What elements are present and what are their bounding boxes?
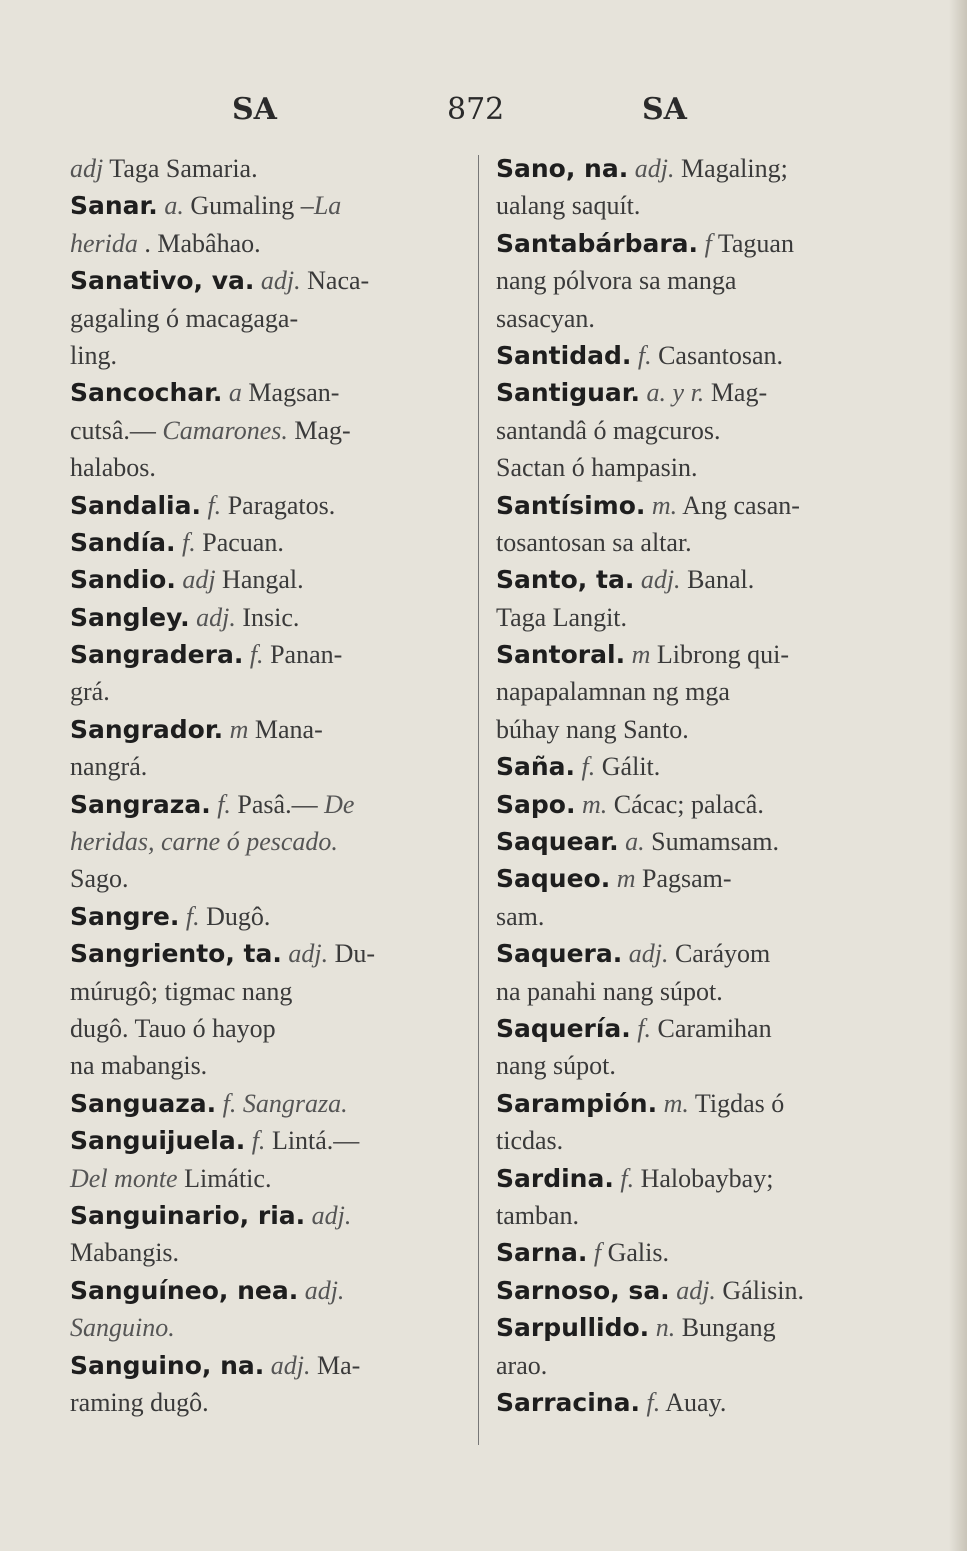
italic-text: Camarones. <box>162 415 288 445</box>
right-column <box>496 150 896 1421</box>
text-line <box>70 524 460 561</box>
definition-text: Insic. <box>235 602 300 632</box>
definition-text: tamban. <box>496 1200 580 1230</box>
text-line <box>496 187 896 224</box>
text-line <box>70 412 460 449</box>
text-line <box>70 1122 460 1159</box>
grammar-label: a. <box>157 191 184 221</box>
definition-text: Bungang <box>675 1313 776 1343</box>
definition-text: Dugô. <box>199 901 271 931</box>
entry-headword: Sangraza. <box>70 789 211 819</box>
definition-text: Pasâ.— <box>230 789 325 819</box>
definition-text: Panan- <box>263 640 343 670</box>
text-line <box>496 262 896 299</box>
definition-text: nang súpot. <box>496 1051 616 1081</box>
entry-headword: Sangriento, ta. <box>70 939 282 969</box>
definition-text: Limátic. <box>177 1163 272 1193</box>
grammar-label: f <box>698 228 712 258</box>
text-line <box>496 673 896 710</box>
entry-headword: Sarnoso, sa. <box>496 1275 670 1305</box>
text-line <box>70 1384 460 1421</box>
entry-headword: Sardina. <box>496 1163 614 1193</box>
text-line <box>70 1347 460 1384</box>
entry-headword: Santabárbara. <box>496 228 699 258</box>
grammar-label: m <box>223 714 249 744</box>
definition-text: Galis. <box>601 1238 669 1268</box>
text-line <box>496 1085 896 1122</box>
grammar-label: f <box>587 1238 602 1268</box>
entry-headword: Santiguar. <box>496 378 641 408</box>
text-line <box>496 1272 896 1309</box>
grammar-label: f. <box>631 340 652 370</box>
definition-text: napapalamnan ng mga <box>496 677 730 707</box>
text-line <box>70 860 460 897</box>
text-line <box>70 748 460 785</box>
definition-text: Mana- <box>248 714 323 744</box>
definition-text: gagaling ó macagaga- <box>70 303 299 333</box>
entry-headword: Sandio. <box>70 565 176 595</box>
definition-text: Auay. <box>660 1387 727 1417</box>
entry-headword: Sanativo, va. <box>70 266 255 296</box>
entry-headword: Sanguino, na. <box>70 1350 265 1380</box>
grammar-label: f. <box>200 490 222 520</box>
page-header <box>0 92 967 132</box>
grammar-label: f. <box>179 901 200 931</box>
entry-headword: Sangre. <box>70 901 180 931</box>
italic-text: Sangraza. <box>236 1088 348 1118</box>
italic-text: heridas, carne ó pescado. <box>70 827 338 857</box>
definition-text: dugô. Tauo ó hayop <box>70 1013 276 1043</box>
page-edge-shadow <box>949 0 967 1551</box>
italic-text: adj <box>70 154 104 183</box>
grammar-label: adj. <box>254 266 301 296</box>
definition-text: Gálit. <box>595 752 661 782</box>
text-line <box>70 935 460 972</box>
definition-text: ticdas. <box>496 1126 564 1156</box>
entry-headword: Saquería. <box>496 1013 631 1043</box>
definition-text: arao. <box>496 1350 548 1380</box>
grammar-label: adj. <box>305 1200 352 1230</box>
grammar-label: a. <box>618 827 645 857</box>
entry-headword: Sanguijuela. <box>70 1126 246 1156</box>
grammar-label: adj. <box>622 939 669 969</box>
grammar-label: adj. <box>669 1275 716 1305</box>
text-line <box>70 1272 460 1309</box>
text-line <box>496 150 896 187</box>
definition-text: búhay nang Santo. <box>496 714 689 744</box>
definition-text: raming dugô. <box>70 1387 209 1417</box>
text-line <box>496 1197 896 1234</box>
definition-text: Mabangis. <box>70 1238 180 1268</box>
text-line <box>70 1085 460 1122</box>
definition-text: Mag- <box>704 378 768 408</box>
entry-headword: Sanguinario, ria. <box>70 1200 306 1230</box>
text-line <box>70 786 460 823</box>
text-line <box>496 374 896 411</box>
text-line <box>496 300 896 337</box>
grammar-label: adj. <box>634 565 681 595</box>
definition-text: sam. <box>496 901 545 931</box>
grammar-label: m <box>610 864 636 894</box>
definition-text: na panahi nang súpot. <box>496 976 723 1006</box>
grammar-label: adj. <box>298 1275 345 1305</box>
grammar-label: adj <box>175 565 216 595</box>
italic-text: herida <box>70 228 138 258</box>
text-line <box>496 748 896 785</box>
italic-text: La <box>313 191 342 221</box>
entry-headword: Saña. <box>496 752 576 782</box>
text-line <box>496 898 896 935</box>
definition-text: Pagsam- <box>635 864 732 894</box>
text-line <box>70 673 460 710</box>
text-line <box>70 225 460 262</box>
italic-text: De <box>324 789 355 819</box>
entry-headword: Sanguíneo, nea. <box>70 1275 299 1305</box>
grammar-label: f. <box>630 1013 652 1043</box>
grammar-label: a <box>222 378 242 408</box>
text-line <box>70 1309 460 1346</box>
grammar-label: f. <box>175 527 196 557</box>
text-line <box>496 823 896 860</box>
text-line <box>496 1309 896 1346</box>
italic-text: Del monte <box>70 1163 178 1193</box>
grammar-label: adj. <box>628 154 675 183</box>
text-line <box>496 599 896 636</box>
text-line <box>496 1122 896 1159</box>
text-line <box>70 187 460 224</box>
text-line <box>70 1160 460 1197</box>
definition-text: Caráyom <box>668 939 771 969</box>
definition-text: Tigdas ó <box>688 1088 785 1118</box>
text-line <box>70 898 460 935</box>
definition-text: Taga Langit. <box>496 602 628 632</box>
text-line <box>496 1234 896 1271</box>
definition-text: Banal. <box>680 565 755 595</box>
definition-text: Sago. <box>70 864 129 894</box>
text-line <box>70 1197 460 1234</box>
definition-text: Magsan- <box>241 378 340 408</box>
entry-headword: Sandalia. <box>70 490 201 520</box>
definition-text: santandâ ó magcuros. <box>496 415 721 445</box>
text-line <box>496 786 896 823</box>
grammar-label: adj. <box>264 1350 311 1380</box>
text-line <box>496 561 896 598</box>
grammar-label: f. <box>210 789 231 819</box>
definition-text: nangrá. <box>70 752 148 782</box>
entry-headword: Sanar. <box>70 191 158 221</box>
text-line <box>70 374 460 411</box>
text-line <box>496 449 896 486</box>
text-line <box>70 711 460 748</box>
text-line <box>496 1384 896 1421</box>
definition-text: Ang casan- <box>677 490 800 520</box>
entry-headword: Santidad. <box>496 340 632 370</box>
grammar-label: a. y r. <box>640 378 705 408</box>
definition-text: Pacuan. <box>195 527 284 557</box>
grammar-label: f. <box>613 1163 635 1193</box>
grammar-label: m <box>625 640 651 670</box>
entry-headword: Saquera. <box>496 939 623 969</box>
header-left-guide-word: SA <box>232 92 277 127</box>
definition-text: halabos. <box>70 453 156 483</box>
text-line <box>70 300 460 337</box>
definition-text: Lintá.— <box>265 1126 360 1156</box>
definition-text: Paragatos. <box>221 490 336 520</box>
text-line <box>70 337 460 374</box>
grammar-label: adj. <box>189 602 236 632</box>
definition-text: Taga Samaria. <box>103 154 258 183</box>
entry-headword: Sangrador. <box>70 714 224 744</box>
text-line <box>496 711 896 748</box>
definition-text: ling. <box>70 340 117 370</box>
entry-headword: Sarna. <box>496 1238 588 1268</box>
definition-text: Du- <box>328 939 376 969</box>
entry-headword: Santísimo. <box>496 490 646 520</box>
definition-text: ualang saquít. <box>496 191 641 221</box>
definition-text: Gumaling – <box>183 191 314 221</box>
text-line <box>496 1010 896 1047</box>
text-line <box>70 599 460 636</box>
entry-headword: Sarpullido. <box>496 1313 650 1343</box>
text-line <box>496 225 896 262</box>
text-line <box>70 823 460 860</box>
entry-headword: Sarampión. <box>496 1088 658 1118</box>
definition-text: Sumamsam. <box>644 827 779 857</box>
text-line <box>70 1234 460 1271</box>
text-line <box>496 1347 896 1384</box>
entry-headword: Santoral. <box>496 640 626 670</box>
grammar-label: adj. <box>281 939 329 969</box>
text-line <box>70 262 460 299</box>
definition-text: Naca- <box>300 266 370 296</box>
entry-headword: Sano, na. <box>496 154 629 183</box>
text-line <box>496 412 896 449</box>
text-line <box>496 636 896 673</box>
left-column <box>70 150 460 1421</box>
grammar-label: f. <box>245 1126 266 1156</box>
text-line <box>70 973 460 1010</box>
definition-text: múrugô; tigmac nang <box>70 976 293 1006</box>
entry-headword: Sanguaza. <box>70 1088 217 1118</box>
text-line <box>496 1047 896 1084</box>
definition-text: Cácac; palacâ. <box>607 789 764 819</box>
entry-headword: Sapo. <box>496 789 576 819</box>
text-line <box>496 935 896 972</box>
definition-text: na mabangis. <box>70 1051 208 1081</box>
definition-text: nang pólvora sa manga <box>496 266 737 296</box>
column-divider <box>478 155 479 1445</box>
entry-headword: Saqueo. <box>496 864 611 894</box>
header-right-guide-word: SA <box>642 92 687 127</box>
grammar-label: f. <box>216 1088 237 1118</box>
text-line <box>70 561 460 598</box>
definition-text: Sactan ó hampasin. <box>496 453 698 483</box>
definition-text: . Mabâhao. <box>137 228 261 258</box>
page-number: 872 <box>447 92 505 127</box>
grammar-label: f. <box>243 640 264 670</box>
definition-text: Magaling; <box>674 154 788 183</box>
definition-text: Librong qui- <box>650 640 790 670</box>
entry-headword: Sarracina. <box>496 1387 640 1417</box>
text-line <box>496 337 896 374</box>
definition-text: grá. <box>70 677 110 707</box>
italic-text: Sanguino. <box>70 1313 175 1343</box>
text-line <box>496 973 896 1010</box>
grammar-label: f. <box>575 752 596 782</box>
text-line <box>496 1160 896 1197</box>
definition-text: Ma- <box>310 1350 361 1380</box>
definition-text: Casantosan. <box>651 340 784 370</box>
text-line <box>70 487 460 524</box>
definition-text: cutsâ.— <box>70 415 163 445</box>
definition-text: Mag- <box>287 415 351 445</box>
grammar-label: f. <box>639 1387 661 1417</box>
text-line <box>70 449 460 486</box>
definition-text: Halobaybay; <box>634 1163 774 1193</box>
definition-text: Taguan <box>711 228 794 258</box>
text-line <box>70 150 460 187</box>
definition-text: Caramihan <box>651 1013 772 1043</box>
entry-headword: Sangley. <box>70 602 190 632</box>
definition-text: Hangal. <box>215 565 304 595</box>
entry-headword: Sancochar. <box>70 378 223 408</box>
text-line <box>496 487 896 524</box>
entry-headword: Santo, ta. <box>496 565 635 595</box>
text-line <box>70 636 460 673</box>
entry-headword: Saquear. <box>496 827 619 857</box>
grammar-label: m. <box>575 789 608 819</box>
grammar-label: n. <box>649 1313 676 1343</box>
grammar-label: m. <box>657 1088 689 1118</box>
text-line <box>496 860 896 897</box>
definition-text: Gálisin. <box>715 1275 805 1305</box>
text-line <box>70 1047 460 1084</box>
entry-headword: Sangradera. <box>70 640 244 670</box>
grammar-label: m. <box>645 490 678 520</box>
text-line <box>70 1010 460 1047</box>
entry-headword: Sandía. <box>70 527 176 557</box>
definition-text: sasacyan. <box>496 303 595 333</box>
definition-text: tosantosan sa altar. <box>496 527 692 557</box>
text-line <box>496 524 896 561</box>
